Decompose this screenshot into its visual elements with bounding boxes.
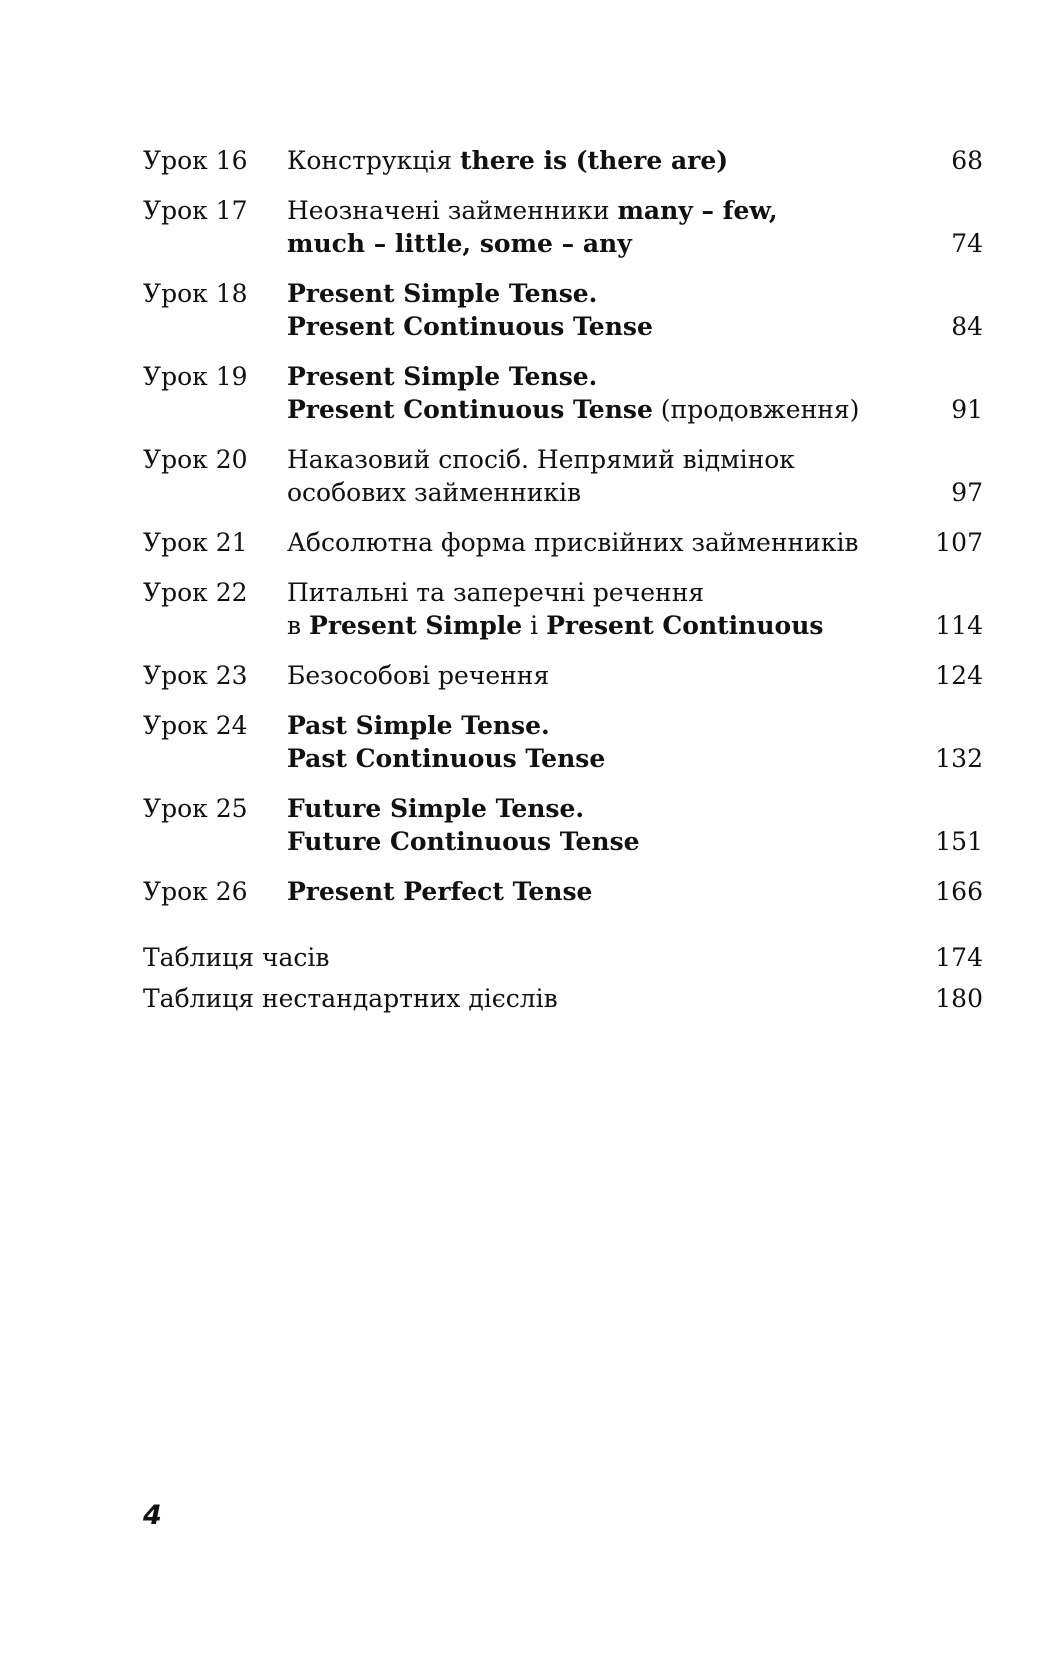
toc-lesson-label: Урок 16	[143, 146, 248, 175]
toc-lesson-label: Урок 20	[143, 445, 248, 474]
toc-page-number: 91	[951, 395, 983, 424]
toc-title-segment: Наказовий спосіб. Непрямий відмінок	[287, 445, 795, 474]
toc-title-line	[287, 742, 893, 775]
toc-row	[143, 277, 983, 343]
toc-title-line	[287, 277, 893, 310]
toc-title	[287, 659, 893, 692]
toc-row	[143, 576, 983, 642]
toc-title-line	[287, 709, 893, 742]
toc-lesson-label: Урок 22	[143, 578, 248, 607]
toc-title-line	[287, 393, 893, 426]
toc-row	[143, 360, 983, 426]
toc-title-line	[287, 310, 893, 343]
toc-title-segment: Present Simple Tense.	[287, 362, 598, 391]
toc-lesson-label: Урок 18	[143, 279, 248, 308]
toc-title	[287, 709, 893, 775]
toc-row	[143, 875, 983, 908]
toc-title-segment: Питальні та заперечні речення	[287, 578, 705, 607]
toc-lesson-label: Урок 23	[143, 661, 248, 690]
appendix-page-number: 180	[935, 984, 983, 1013]
toc-page-number: 84	[951, 312, 983, 341]
toc-page-number: 132	[935, 744, 983, 773]
toc-title-segment: Конструкція	[287, 146, 461, 175]
toc-row	[143, 194, 983, 260]
toc-title-segment: Future Simple Tense.	[287, 794, 585, 823]
toc-row	[143, 443, 983, 509]
toc-page-number: 97	[951, 478, 983, 507]
toc-title-segment: Present Continuous Tense	[287, 395, 653, 424]
toc-title	[287, 576, 893, 642]
appendix-list	[143, 941, 983, 1023]
toc-lesson-label: Урок 17	[143, 196, 248, 225]
toc-title	[287, 792, 893, 858]
toc-title-segment: there is (there are)	[460, 146, 729, 175]
toc-page-number: 114	[935, 611, 983, 640]
toc-title-segment: much – little, some – any	[287, 229, 632, 258]
toc-title-segment: Абсолютна форма присвійних займенників	[287, 528, 859, 557]
appendix-title: Таблиця нестандартних дієслів	[143, 984, 558, 1013]
toc-title	[287, 526, 893, 559]
toc-row	[143, 144, 983, 177]
toc-title-line	[287, 476, 893, 509]
toc-title-segment: Past Simple Tense.	[287, 711, 550, 740]
toc-page-number: 166	[935, 877, 983, 906]
toc-title-line	[287, 526, 893, 559]
appendix-page-number: 174	[935, 943, 983, 972]
toc-title-segment: Past Continuous Tense	[287, 744, 606, 773]
toc-row	[143, 792, 983, 858]
toc-title	[287, 360, 893, 426]
toc-title-segment: Неозначені займенники	[287, 196, 618, 225]
toc-title	[287, 277, 893, 343]
toc-title-segment: (продовження)	[652, 395, 860, 424]
toc-title	[287, 194, 893, 260]
toc-lesson-label: Урок 19	[143, 362, 248, 391]
table-of-contents	[143, 144, 983, 925]
toc-title-segment: Present Continuous	[546, 611, 824, 640]
toc-title	[287, 875, 893, 908]
toc-title-segment: Future Continuous Tense	[287, 827, 640, 856]
toc-title-segment: Present Simple Tense.	[287, 279, 598, 308]
toc-lesson-label: Урок 24	[143, 711, 248, 740]
toc-title-segment: особових займенників	[287, 478, 582, 507]
toc-lesson-label: Урок 25	[143, 794, 248, 823]
toc-lesson-label: Урок 21	[143, 528, 248, 557]
toc-title-line	[287, 194, 893, 227]
toc-page-number: 68	[951, 146, 983, 175]
toc-title	[287, 144, 893, 177]
toc-lesson-label: Урок 26	[143, 877, 248, 906]
toc-title-line	[287, 825, 893, 858]
appendix-row	[143, 982, 983, 1015]
page-number: 4	[143, 1500, 162, 1531]
toc-title-line	[287, 609, 893, 642]
appendix-row	[143, 941, 983, 974]
toc-title-line	[287, 792, 893, 825]
toc-title-line	[287, 576, 893, 609]
appendix-title: Таблиця часів	[143, 943, 330, 972]
toc-title-line	[287, 659, 893, 692]
toc-title-segment: Present Simple	[309, 611, 523, 640]
toc-page-number: 107	[935, 528, 983, 557]
toc-page-number: 151	[935, 827, 983, 856]
toc-title-line	[287, 144, 893, 177]
toc-title-line	[287, 443, 893, 476]
toc-row	[143, 526, 983, 559]
toc-title-line	[287, 360, 893, 393]
toc-title	[287, 443, 893, 509]
toc-row	[143, 659, 983, 692]
toc-title-segment: many – few,	[617, 196, 778, 225]
toc-title-line	[287, 875, 893, 908]
toc-title-segment: Present Perfect Tense	[287, 877, 593, 906]
toc-title-line	[287, 227, 893, 260]
toc-title-segment: і	[522, 611, 547, 640]
toc-title-segment: в	[287, 611, 310, 640]
toc-title-segment: Безособові речення	[287, 661, 550, 690]
toc-page-number: 74	[951, 229, 983, 258]
toc-row	[143, 709, 983, 775]
toc-page-number: 124	[935, 661, 983, 690]
toc-title-segment: Present Continuous Tense	[287, 312, 653, 341]
